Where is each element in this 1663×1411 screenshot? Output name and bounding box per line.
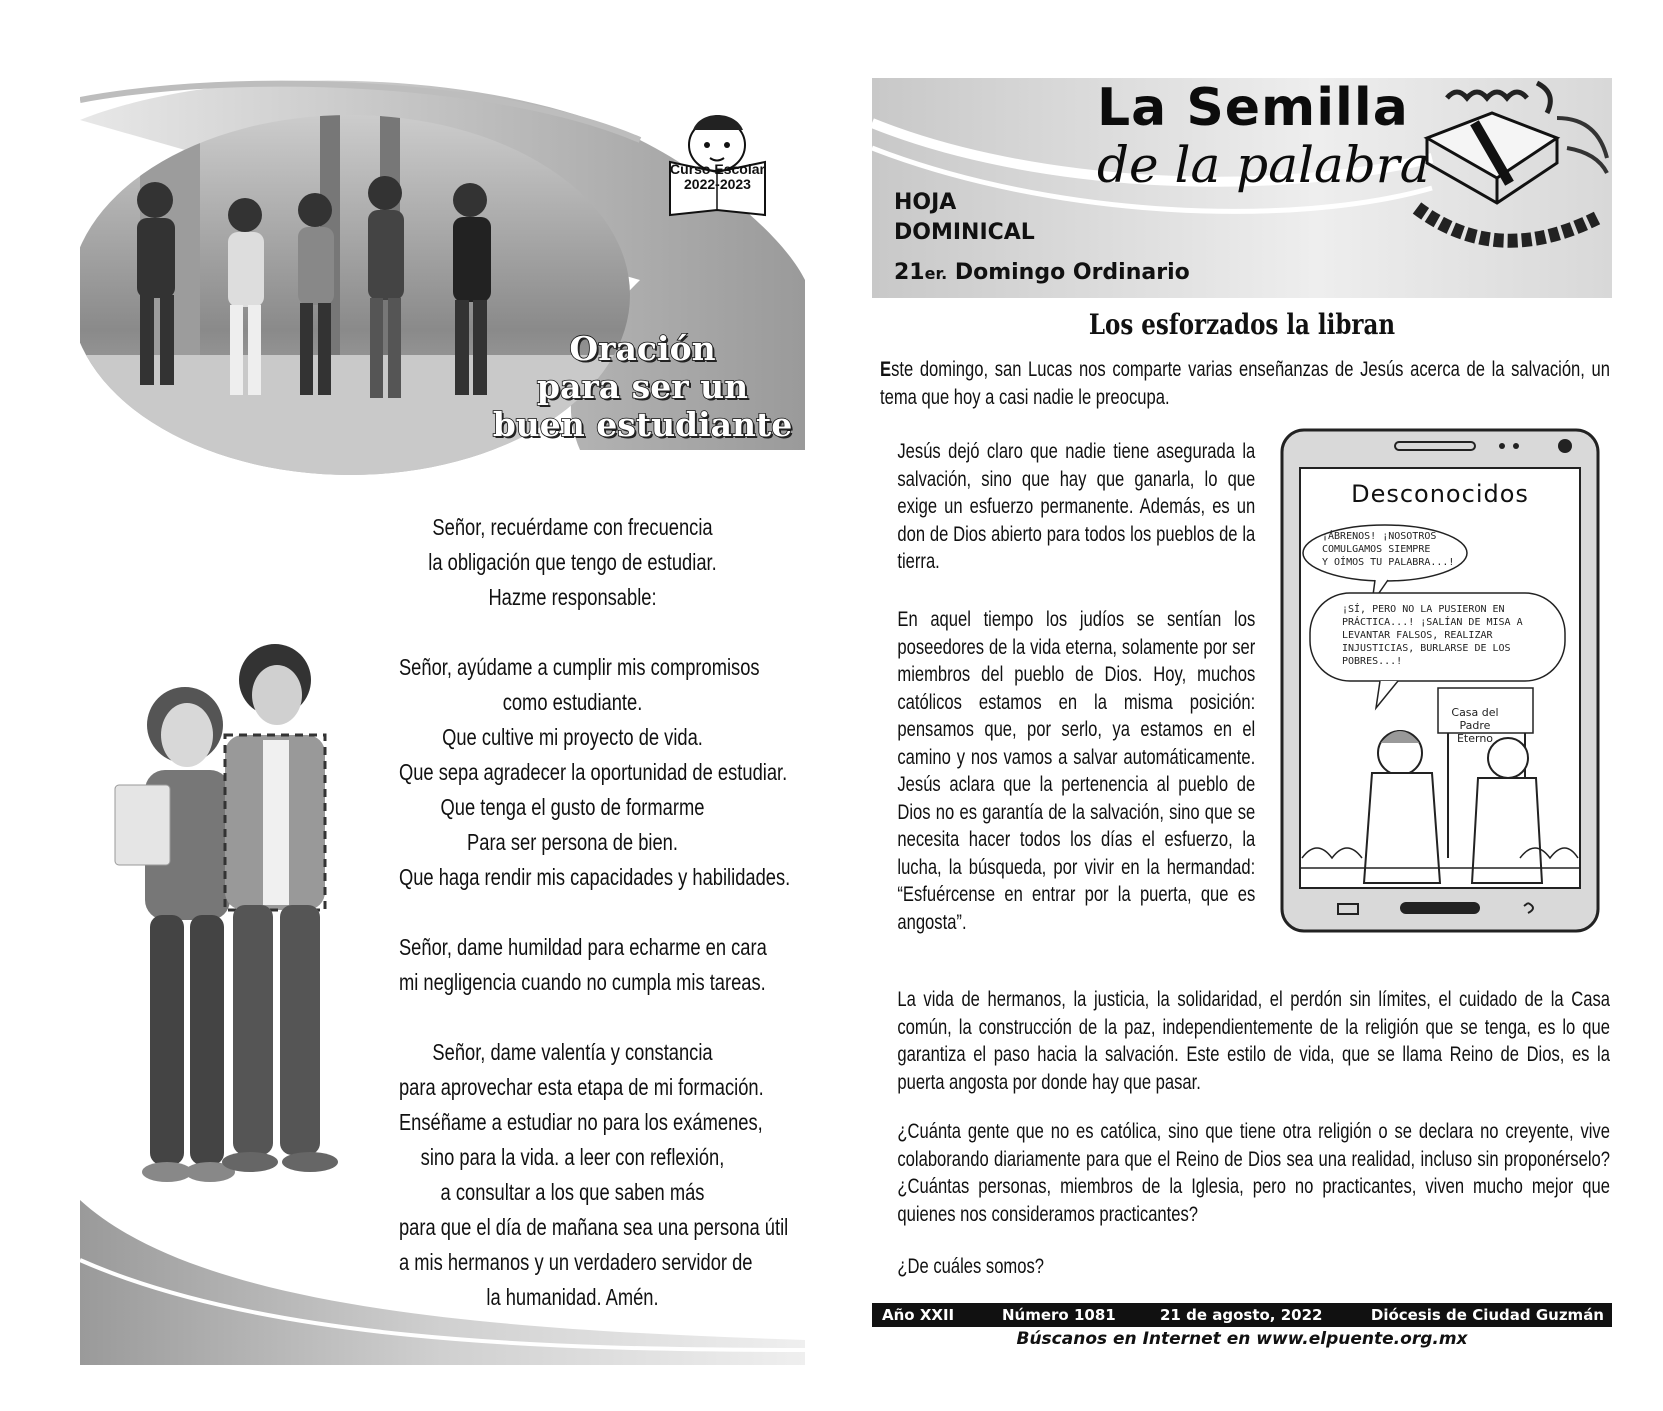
bubble-line: POBRES...!	[1342, 656, 1403, 667]
badge-line-2: 2022-2023	[684, 176, 751, 192]
paragraph-text: ste domingo, san Lucas nos comparte varias enseñanzas de Jesús acerca de la salvación, un tema que hoy a casi nadie le preocupa.	[880, 358, 1610, 409]
logo-title: La Semilla	[1097, 78, 1409, 138]
left-page	[80, 80, 805, 1365]
prayer-line: la obligación que tengo de estudiar.	[428, 549, 717, 575]
prayer-line: a consultar a los que saben más	[440, 1179, 705, 1205]
prayer-line: Señor, dame valentía y constancia	[432, 1039, 713, 1065]
prayer-line: Señor, ayúdame a cumplir mis compromisos	[398, 654, 760, 680]
paragraph-text: ¿De cuáles somos?	[897, 1255, 1044, 1278]
sunday-ordinal: er.	[924, 264, 948, 283]
prayer-line: para aprovechar esta etapa de mi formación.	[398, 1074, 764, 1100]
sunday-name: Domingo Ordinario	[954, 260, 1190, 285]
issue-number: Número 1081	[1002, 1306, 1116, 1324]
bubble-line: COMULGAMOS SIEMPRE	[1322, 544, 1431, 555]
prayer-title-line-1: Oración	[569, 329, 716, 368]
issue-diocese: Diócesis de Ciudad Guzmán	[1370, 1306, 1604, 1324]
speech-bubble-2	[1342, 603, 1557, 668]
bible-wheat-logo-icon	[1407, 78, 1612, 263]
right-page	[872, 78, 1612, 1368]
prayer-line: Que sepa agradecer la oportunidad de estudiar.	[398, 759, 788, 785]
prayer-line: Hazme responsable:	[488, 584, 657, 610]
prayer-line: Que cultive mi proyecto de vida.	[442, 724, 703, 750]
sheet-label-line-2: DOMINICAL	[894, 220, 1035, 245]
article-paragraph-3	[880, 606, 1255, 936]
paragraph-text: ¿Cuánta gente que no es católica, sino que tiene otra religión o se declara no creyente, vive colaborando diariamente para que el Reino de Dios sea una realidad, incluso sin proponérselo? ¿Cuántas personas, miembros de la Iglesia, pero no practicantes, viven mucho mejor que quienes nos consideramos practicantes?	[897, 1120, 1610, 1226]
sign-line: Casa del	[1451, 706, 1499, 719]
article-paragraph-1	[880, 356, 1610, 411]
article-paragraph-2	[880, 438, 1255, 576]
bubble-line: LEVANTAR FALSOS, REALIZAR	[1342, 630, 1493, 641]
sunday-label	[894, 260, 1190, 285]
prayer-line: Enséñame a estudiar no para los exámenes,	[398, 1109, 763, 1135]
paragraph-text: Jesús dejó claro que nadie tiene asegurada la salvación, sino que hay que ganarla, lo que exige un esfuerzo permanente. Además, es un don de Dios abierto para todos los pueblos de la tierra.	[897, 440, 1256, 573]
prayer-title	[480, 330, 805, 444]
students-couple-photo	[85, 640, 395, 1210]
prayer-line: Que tenga el gusto de formarme	[440, 794, 705, 820]
prayer-line: sino para la vida. a leer con reflexión,	[420, 1144, 725, 1170]
prayer-stanza-2	[398, 650, 791, 895]
badge-line-1: Curso Escolar	[670, 161, 765, 177]
logo-subtitle: de la palabra	[1097, 136, 1430, 194]
prayer-stanza-1	[399, 510, 746, 615]
article-title: Los esforzados la libran	[1088, 308, 1396, 341]
issue-info-bar	[872, 1303, 1612, 1327]
prayer-line: a mis hermanos y un verdadero servidor de	[398, 1249, 753, 1275]
prayer-line: Señor, recuérdame con frecuencia	[432, 514, 713, 540]
footer-swoosh-background	[80, 1200, 805, 1365]
prayer-title-line-2: para ser un	[536, 367, 749, 406]
prayer-line: la humanidad. Amén.	[486, 1284, 659, 1310]
sign-line: Padre	[1459, 719, 1491, 732]
prayer-title-line-3: buen estudiante	[492, 405, 793, 444]
prayer-stanza-3	[398, 930, 767, 1000]
article-paragraph-6	[880, 1253, 1610, 1281]
sheet-label	[894, 188, 1035, 248]
prayer-line: mi negligencia cuando no cumpla mis tareas.	[398, 969, 766, 995]
house-sign	[1440, 706, 1510, 745]
bubble-line: ¡ÁBRENOS! ¡NOSOTROS	[1322, 531, 1437, 542]
paragraph-text: En aquel tiempo los judíos se sentían los poseedores de la vida eterna, solamente por ser miembros del pueblo de Dios. Hoy, muchos católicos estamos en la misma posición: pensamos que, por serlo, ya estamos en el camino y nos vamos a salvar automáticamente. Jesús aclara que la pertenencia al pueblo de Dios no es garantía de la salvación, sino que se necesita hacer todos los días el esfuerzo, la lucha, la búsqueda, por vivir en la hermandad: “Esfuércense en entrar por la puerta, que es angosta”.	[897, 608, 1256, 934]
sign-line: Eterno	[1456, 732, 1494, 745]
issue-date: 21 de agosto, 2022	[1160, 1306, 1323, 1324]
prayer-line: Señor, dame humildad para echarme en cara	[398, 934, 767, 960]
sheet-label-line-1: HOJA	[894, 190, 957, 215]
paragraph-text: La vida de hermanos, la justicia, la solidaridad, el perdón sin límites, el cuidado de la Casa común, la construcción de la paz, independientemente de la religión que se tenga, es lo que garantiza el paso hacia la salvación. Este estilo de vida, que se llama Reino de Dios, es la puerta angosta por donde hay que pasar.	[897, 988, 1610, 1094]
bubble-line: ¡SÍ, PERO NO LA PUSIERON EN	[1342, 604, 1505, 615]
issue-year: Año XXII	[882, 1306, 955, 1324]
bubble-line: INJUSTICIAS, BURLARSE DE LOS	[1342, 643, 1511, 654]
article-paragraph-5	[880, 1118, 1610, 1228]
sunday-number: 21	[894, 260, 925, 285]
website-line: Búscanos en Internet en www.elpuente.org.mx	[1016, 1329, 1468, 1349]
prayer-line: como estudiante.	[502, 689, 643, 715]
school-kid-badge-icon	[655, 100, 780, 220]
bubble-line: PRÁCTICA...! ¡SALÍAN DE MISA A	[1342, 617, 1523, 628]
article-paragraph-4	[880, 986, 1610, 1096]
prayer-line: Que haga rendir mis capacidades y habilidades.	[398, 864, 791, 890]
speech-bubble-1	[1322, 530, 1472, 569]
school-year-badge	[665, 162, 770, 192]
prayer-line: Para ser persona de bien.	[467, 829, 678, 855]
bubble-line: Y OÍMOS TU PALABRA...!	[1322, 557, 1455, 568]
prayer-line: para que el día de mañana sea una persona útil	[398, 1214, 789, 1240]
cartoon-title: Desconocidos	[1351, 480, 1529, 508]
drop-letter: E	[880, 358, 892, 381]
